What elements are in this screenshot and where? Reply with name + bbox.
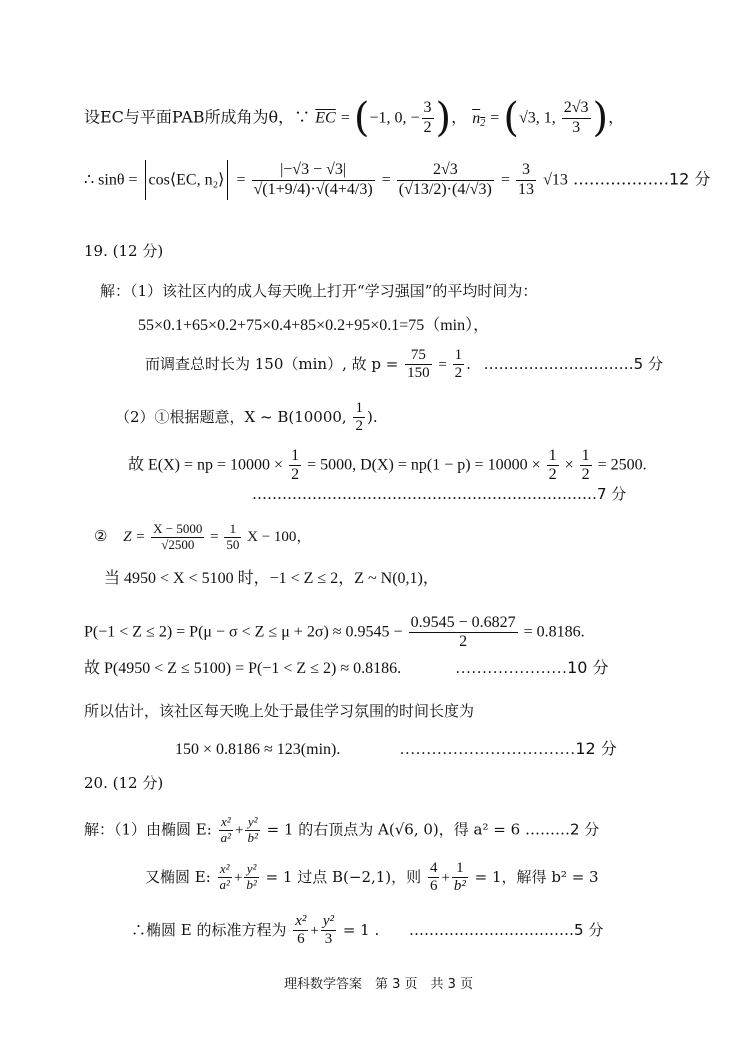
- std-b: = 1 .: [338, 920, 380, 939]
- q19-total-line: 而调查总时长为 150（min）, 故 p = $\frac{75}{150}$ = $\frac{1}{2}$ . …………………………5 分: [145, 347, 663, 382]
- result-text: 故 P(4950 < Z ≤ 5100) = P(−1 < Z ≤ 2) ≈ 0.8186.: [84, 660, 402, 677]
- score-10: 10 分: [567, 658, 609, 677]
- final-calc: 150 × 0.8186 ≈ 123(min).: [175, 741, 341, 758]
- f2-num: 1: [453, 347, 465, 365]
- y2-b: y²: [244, 862, 258, 878]
- q20-d: = 1 过点 B(−2,1)，则: [260, 867, 426, 886]
- n2-vector: $n_2$: [472, 109, 486, 129]
- b2-b: b²: [246, 877, 257, 893]
- score-dots: ………………: [572, 169, 669, 189]
- ex-half2-num: 1: [547, 447, 559, 466]
- q19-condition: 当 4950 < X < 5100 时，−1 < Z ≤ 2，Z ~ N(0,1)，: [104, 570, 439, 587]
- ec-frac-den: 2: [423, 118, 432, 136]
- q19-probability: [84, 614, 585, 652]
- q19-final-line: [175, 741, 617, 758]
- dots-10: …………………: [455, 660, 568, 677]
- f4: 4: [428, 860, 440, 878]
- q19-z-line: [94, 522, 311, 553]
- ex-c: ×: [560, 456, 578, 474]
- page-footer: 理科数学答案 第 3 页 共 3 页: [284, 977, 474, 992]
- n2-frac-num: 2√3: [562, 99, 591, 118]
- dots-7: ……………………………………………………………: [252, 485, 597, 503]
- prob-b: = 0.8186.: [519, 623, 585, 641]
- ec-vector: $\overline{EC}$: [315, 109, 336, 127]
- ex-a: 故 E(X) = np = 10000 ×: [128, 456, 288, 474]
- q19-title: 19. (12 分): [84, 242, 164, 260]
- frac3-den: 13: [518, 180, 534, 198]
- q20-c: 又椭圆 E:: [145, 867, 216, 886]
- score-5: 5 分: [633, 354, 663, 373]
- circle-2: ②: [94, 528, 108, 545]
- prob-den: 2: [459, 633, 468, 651]
- three: 3: [324, 931, 333, 948]
- score-2: 2 分: [569, 820, 600, 839]
- ex-half2-den: 2: [548, 466, 557, 484]
- z-b: =: [206, 528, 223, 545]
- half-num: 1: [353, 400, 365, 418]
- six: 6: [297, 931, 305, 948]
- z-den: √2500: [161, 536, 195, 552]
- b2-a: b²: [247, 829, 258, 845]
- q20-b: = 1 的右顶点为 A(√6, 0)，得 a² = 6: [261, 820, 521, 839]
- line-2: ∴ sinθ = cos⟨EC, n₂⟩ = $\frac{|-√3 - √3|}{√(1+9/4)\cdot√(4+4/3)}$ = $\frac{2√3}{(√13/2)\cdot(4/√3)}$ = $\frac{3}{13}$ √13 ………………12 分: [84, 160, 710, 200]
- ec-value: −1, 0, −: [369, 109, 420, 127]
- f1-num: 75: [405, 347, 432, 365]
- f1-den: 150: [407, 365, 430, 382]
- score-12: 12 分: [668, 169, 711, 189]
- z-den2: 50: [226, 536, 240, 552]
- x2-b: x²: [218, 862, 232, 878]
- y2-a: y²: [245, 815, 259, 831]
- ex-half3-num: 1: [580, 447, 592, 466]
- q20-title: 20. (12 分): [84, 774, 164, 792]
- line1-prefix: 设EC与平面PAB所成角为θ，∵: [84, 107, 311, 127]
- total-text: 而调查总时长为 150（min）, 故 p =: [145, 354, 404, 373]
- n2-value: √3, 1,: [518, 109, 560, 127]
- z-c: X − 100，: [243, 528, 312, 545]
- ec-frac-num: 3: [422, 99, 434, 118]
- dots-2: ………: [524, 820, 570, 839]
- sin-lhs: ∴ sinθ =: [84, 171, 142, 189]
- ex-b: = 5000, D(X) = np(1 − p) = 10000 ×: [303, 456, 545, 474]
- ex-half3-den: 2: [581, 466, 590, 484]
- ex-d: = 2500.: [593, 456, 647, 474]
- f2-den: 2: [454, 365, 463, 382]
- q19-estimate: 所以估计，该社区每天晚上处于最佳学习氛围的时间长度为: [84, 702, 475, 720]
- z-num: X − 5000: [153, 521, 203, 536]
- score-5b: 5 分: [574, 920, 604, 939]
- std-a: ∴椭圆 E 的标准方程为: [131, 920, 292, 939]
- f1: 1: [452, 860, 468, 878]
- q19-part1-intro: 解：（1）该社区内的成人每天晚上打开“学习强国”的平均时间为：: [100, 282, 538, 300]
- q19-dots-7: [252, 487, 626, 502]
- prob-a: P(−1 < Z ≤ 2) = P(μ − σ < Z ≤ μ + 2σ) ≈ 0.9545 −: [84, 623, 407, 641]
- sqrt13: √13: [543, 171, 568, 189]
- a2-a: a²: [220, 829, 231, 845]
- frac1-num: |−√3 − √3|: [252, 161, 375, 180]
- q19-part2-label: [115, 400, 378, 436]
- z-a: Z =: [123, 528, 150, 545]
- ex-half1-num: 1: [289, 447, 301, 466]
- ex-half1-den: 2: [291, 466, 300, 484]
- half-den: 2: [355, 418, 363, 435]
- a2-b: a²: [219, 877, 230, 893]
- dots-5: …………………………: [483, 354, 634, 373]
- q19-expectation: [128, 447, 647, 485]
- q19-result-line: [84, 660, 609, 677]
- x2-a: x²: [219, 815, 233, 831]
- n2-frac-den: 3: [572, 118, 581, 136]
- part2-label: （2）①根据题意，X ~ B(10000,: [115, 407, 352, 426]
- x2-c: x²: [293, 913, 308, 931]
- frac3-num: 3: [516, 161, 536, 180]
- q19-calc: 55×0.1+65×0.2+75×0.4+85×0.2+95×0.1=75（min），: [138, 317, 490, 334]
- prob-num: 0.9545 − 0.6827: [409, 614, 518, 633]
- q20-line1: 解：（1）由椭圆 E: $\frac{\text{x²}}{\text{a²}}$ + $\frac{\text{y²}}{\text{b²}}$ = 1 的右顶点为 A(√6, 0)，得 a² = 6 ………2 分: [84, 814, 600, 845]
- frac2-den: (√13/2)·(4/√3): [398, 180, 492, 198]
- q20-a: 解：（1）由椭圆 E:: [84, 820, 217, 839]
- frac1-den: √(1+9/4)·√(4+4/3): [253, 180, 373, 198]
- f6: 6: [429, 878, 438, 895]
- dots-12b: ……………………………: [399, 741, 576, 758]
- b2-c: b²: [453, 878, 466, 895]
- frac2-num: 2√3: [397, 161, 494, 180]
- q20-line3: ∴椭圆 E 的标准方程为 $\frac{\text{x²}}{6}$ + $\frac{\text{y²}}{3}$ = 1 . ……………………………5 分: [131, 913, 604, 948]
- y2-c: y²: [321, 913, 336, 931]
- score-7: 7 分: [597, 485, 627, 503]
- cos-expr: cos⟨EC, n₂⟩: [148, 171, 225, 189]
- part2-end: ).: [366, 407, 378, 426]
- score-12b: 12 分: [575, 739, 617, 758]
- q20-line2: 又椭圆 E: $\frac{\text{x²}}{\text{a²}}$ + $\frac{\text{y²}}{\text{b²}}$ = 1 过点 B(−2,1)，则 $\frac{4}{6}$ + $\frac{1}{\text{b²}}$ = 1，解得 b² = 3: [145, 860, 599, 895]
- line-1: 设EC与平面PAB所成角为θ，∵ $\overline{EC} = (-1$, 0, − $\frac{3}{2}$ )， $n_2 = (√3$, 1, $\frac{2√3}{3}$ )，: [84, 95, 625, 141]
- q20-e: = 1，解得 b² = 3: [469, 867, 599, 886]
- dots-5b: ……………………………: [409, 920, 575, 939]
- z-num2: 1: [224, 522, 241, 538]
